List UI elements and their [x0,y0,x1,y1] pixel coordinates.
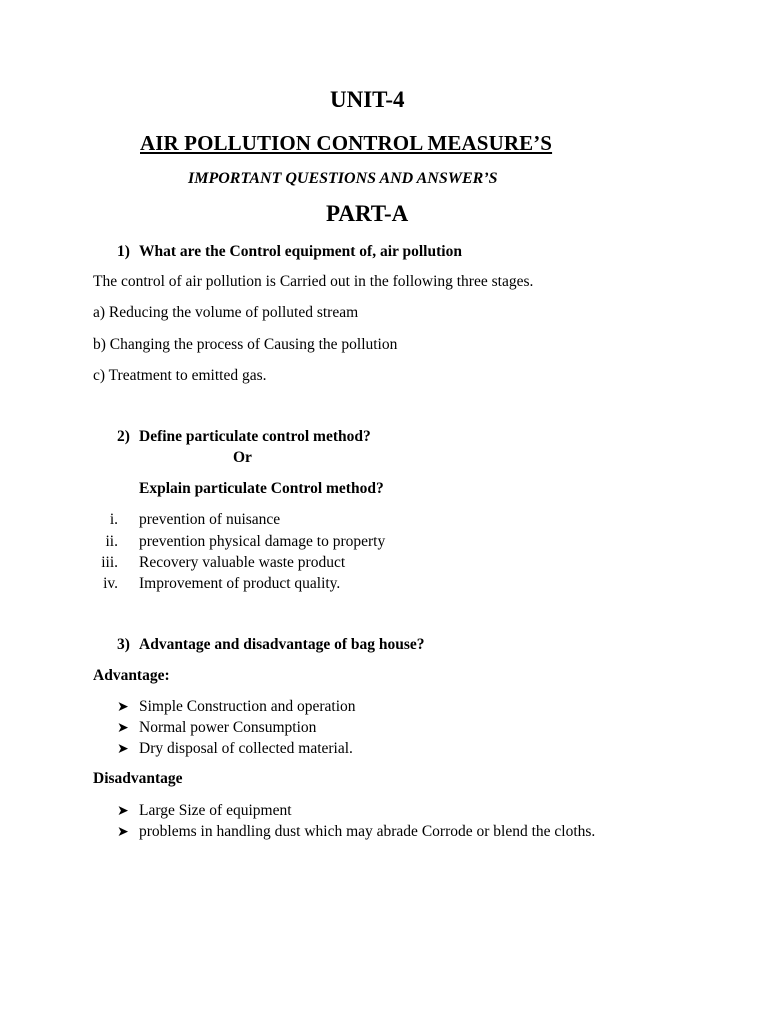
question-1-item: a) Reducing the volume of polluted stream [93,304,359,321]
disadvantage-heading: Disadvantage [93,770,183,787]
question-2-number: 2) [117,428,130,445]
list-item-number: iii. [101,554,118,571]
question-1-item: b) Changing the process of Causing the pollution [93,336,398,353]
list-item-number: ii. [105,533,118,550]
document-subtitle: IMPORTANT QUESTIONS AND ANSWER’S [188,170,498,187]
question-3-text: Advantage and disadvantage of bag house? [139,636,425,653]
question-1-item: c) Treatment to emitted gas. [93,367,267,384]
disadvantage-item: problems in handling dust which may abrade Corrode or blend the cloths. [139,823,596,840]
advantage-item: Dry disposal of collected material. [139,740,353,757]
arrowhead-bullet-icon: ➤ [117,804,129,819]
list-item-number: i. [109,511,118,528]
disadvantage-item: Large Size of equipment [139,802,292,819]
advantage-heading: Advantage: [93,667,170,684]
list-item: prevention of nuisance [139,511,281,528]
list-item: Improvement of product quality. [139,575,341,592]
arrowhead-bullet-icon: ➤ [117,742,129,757]
question-1-text: What are the Control equipment of, air pollution [139,243,462,260]
unit-title: UNIT-4 [330,87,405,112]
list-item-number: iv. [103,575,118,592]
arrowhead-bullet-icon: ➤ [117,721,129,736]
question-2-alt-text: Explain particulate Control method? [139,480,384,497]
part-heading: PART-A [326,201,409,226]
arrowhead-bullet-icon: ➤ [117,825,129,840]
arrowhead-bullet-icon: ➤ [117,700,129,715]
question-2-or: Or [233,449,252,466]
list-item: prevention physical damage to property [139,533,386,550]
question-1-intro: The control of air pollution is Carried out in the following three stages. [93,273,534,290]
advantage-item: Simple Construction and operation [139,698,356,715]
document-title: AIR POLLUTION CONTROL MEASURE’S [140,131,553,155]
advantage-item: Normal power Consumption [139,719,317,736]
question-2-text: Define particulate control method? [139,428,371,445]
list-item: Recovery valuable waste product [139,554,346,571]
question-3-number: 3) [117,636,130,653]
question-1-number: 1) [117,243,130,260]
